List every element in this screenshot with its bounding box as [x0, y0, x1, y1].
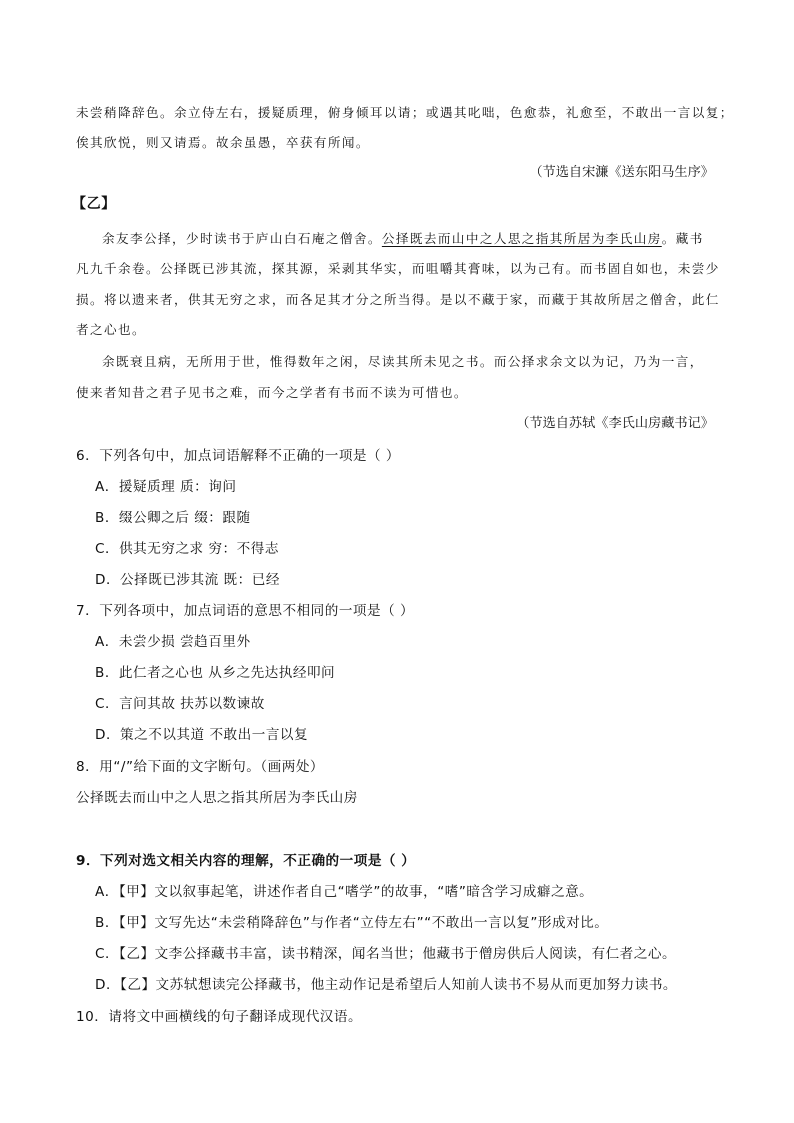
yi-p2-line-2: 使来者知昔之君子见书之难，而今之学者有书而不读为可惜也。: [76, 385, 468, 400]
jia-line-2: 俟其欣悦，则又请焉。故余虽愚，卒获有所闻。: [76, 135, 370, 150]
q6-stem: 6．下列各句中，加点词语解释不正确的一项是（ ）: [76, 448, 401, 464]
yi-p1-line-2: 凡九千余卷。公择既已涉其流，探其源，采剥其华实，而咀嚼其膏味，以为己有。而书固自如也，未尝少: [76, 261, 720, 276]
q7-stem: 7．下列各项中，加点词语的意思不相同的一项是（ ）: [76, 603, 415, 619]
q7-option-b: B．此仁者之心也 从乡之先达执经叩问: [95, 665, 336, 681]
yi-source: [516, 414, 714, 434]
q10-stem: 10．请将文中画横线的句子翻译成现代汉语。: [76, 1009, 363, 1025]
q7-option-c: C．言问其故 扶苏以数谏故: [95, 696, 265, 712]
q8-text: 公择既去而山中之人思之指其所居为李氏山房: [76, 790, 358, 806]
jia-source: [529, 163, 714, 183]
q7-option-d: D．策之不以其道 不敢出一言以复: [95, 727, 309, 743]
q9-option-a: A．【甲】文以叙事起笔，讲述作者自己“嗜学”的故事，“嗜”暗含学习成癖之意。: [95, 884, 594, 900]
yi-source-text: （节选自苏轼《李氏山房藏书记》: [516, 416, 714, 431]
q9-option-b: B．【甲】文写先达“未尝稍降辞色”与作者“立侍左右”“不敢出一言以复”形成对比。: [95, 915, 609, 931]
yi-p1-line-3: 损。将以遗来者，供其无穷之求，而各足其才分之所当得。是以不藏于家，而藏于其故所居之僧舍，此仁: [76, 292, 720, 307]
jia-line-1: 未尝稍降辞色。余立侍左右，援疑质理，俯身倾耳以请；或遇其叱咄，色愈恭，礼愈至，不敢出一言以复；: [76, 105, 734, 120]
yi-p1-line-1-b: 。藏书: [661, 231, 704, 246]
yi-p1-line-4: 者之心也。: [76, 322, 146, 337]
yi-label: 【乙】: [72, 196, 116, 212]
yi-p2-line-1: 余既衰且病，无所用于世，惟得数年之闲，尽读其所未见之书。而公择求余文以为记，乃为一言，: [102, 354, 704, 369]
yi-p1-line-1: [102, 229, 704, 249]
q9-stem: 9．下列对选文相关内容的理解，不正确的一项是（ ）: [76, 853, 416, 869]
q6-option-c: C．供其无穷之求 穷：不得志: [95, 541, 279, 557]
q7-option-a: A．未尝少损 尝趋百里外: [95, 634, 251, 650]
q6-option-d: D．公择既已涉其流 既：已经: [95, 572, 280, 588]
yi-p1-line-1-a: 余友李公择，少时读书于庐山白石庵之僧舍。: [102, 231, 382, 246]
underlined-sentence: 公择既去而山中之人思之指其所居为李氏山房: [381, 231, 662, 246]
q9-option-d: D．【乙】文苏轼想读完公择藏书，他主动作记是希望后人知前人读书不易从而更加努力读书。: [95, 977, 678, 993]
q6-option-a: A．援疑质理 质：询问: [95, 479, 237, 495]
q8-stem: 8．用“/”给下面的文字断句。（画两处）: [76, 759, 325, 775]
jia-source-text: （节选自宋濂《送东阳马生序》: [529, 165, 714, 180]
q6-option-b: B．缀公卿之后 缀：跟随: [95, 510, 251, 526]
q9-option-c: C．【乙】文李公择藏书丰富，读书精深，闻名当世；他藏书于僧房供后人阅读，有仁者之心。: [95, 946, 677, 962]
